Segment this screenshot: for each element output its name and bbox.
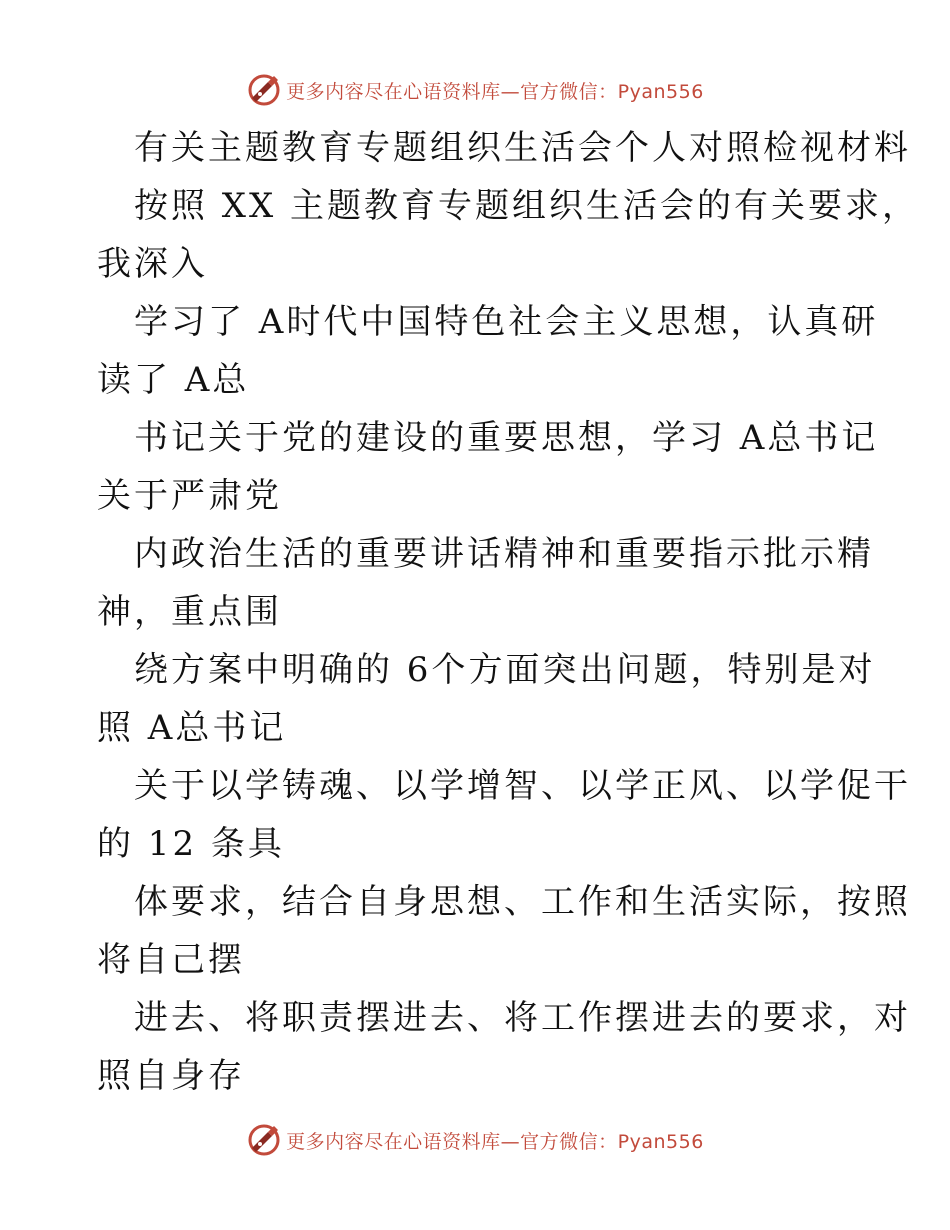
text-line: 照 A总书记 xyxy=(97,708,287,748)
text-line: 的 12 条具 xyxy=(97,824,285,864)
document-title: 有关主题教育专题组织生活会个人对照检视材料 xyxy=(134,128,911,168)
text-line: 学习了 A时代中国特色社会主义思想，认真研 xyxy=(134,302,879,342)
text-line: 进去、将职责摆进去、将工作摆进去的要求，对 xyxy=(134,998,911,1038)
text-line: 读了 A总 xyxy=(97,360,250,400)
text-line: 照自身存 xyxy=(97,1056,245,1096)
text-line: 我深入 xyxy=(97,244,208,284)
pen-logo-icon xyxy=(246,1122,282,1158)
text-line: 关于严肃党 xyxy=(97,476,282,516)
text-line: 神，重点围 xyxy=(97,592,282,632)
text-line: 关于以学铸魂、以学增智、以学正风、以学促干 xyxy=(134,766,911,806)
text-line: 书记关于党的建设的重要思想，学习 A总书记 xyxy=(134,418,879,458)
banner-text: 更多内容尽在心语资料库—官方微信：Pyan556 xyxy=(286,1130,704,1153)
text-line: 将自己摆 xyxy=(97,940,245,980)
text-line: 按照 XX 主题教育专题组织生活会的有关要求， xyxy=(134,186,920,226)
text-line: 绕方案中明确的 6个方面突出问题，特别是对 xyxy=(134,650,876,690)
text-line: 体要求，结合自身思想、工作和生活实际，按照 xyxy=(134,882,911,922)
banner-text: 更多内容尽在心语资料库—官方微信：Pyan556 xyxy=(286,80,704,103)
pen-logo-icon xyxy=(246,72,282,108)
text-line: 内政治生活的重要讲话精神和重要指示批示精 xyxy=(134,534,874,574)
footer-banner xyxy=(0,1120,950,1160)
header-banner xyxy=(0,70,950,110)
